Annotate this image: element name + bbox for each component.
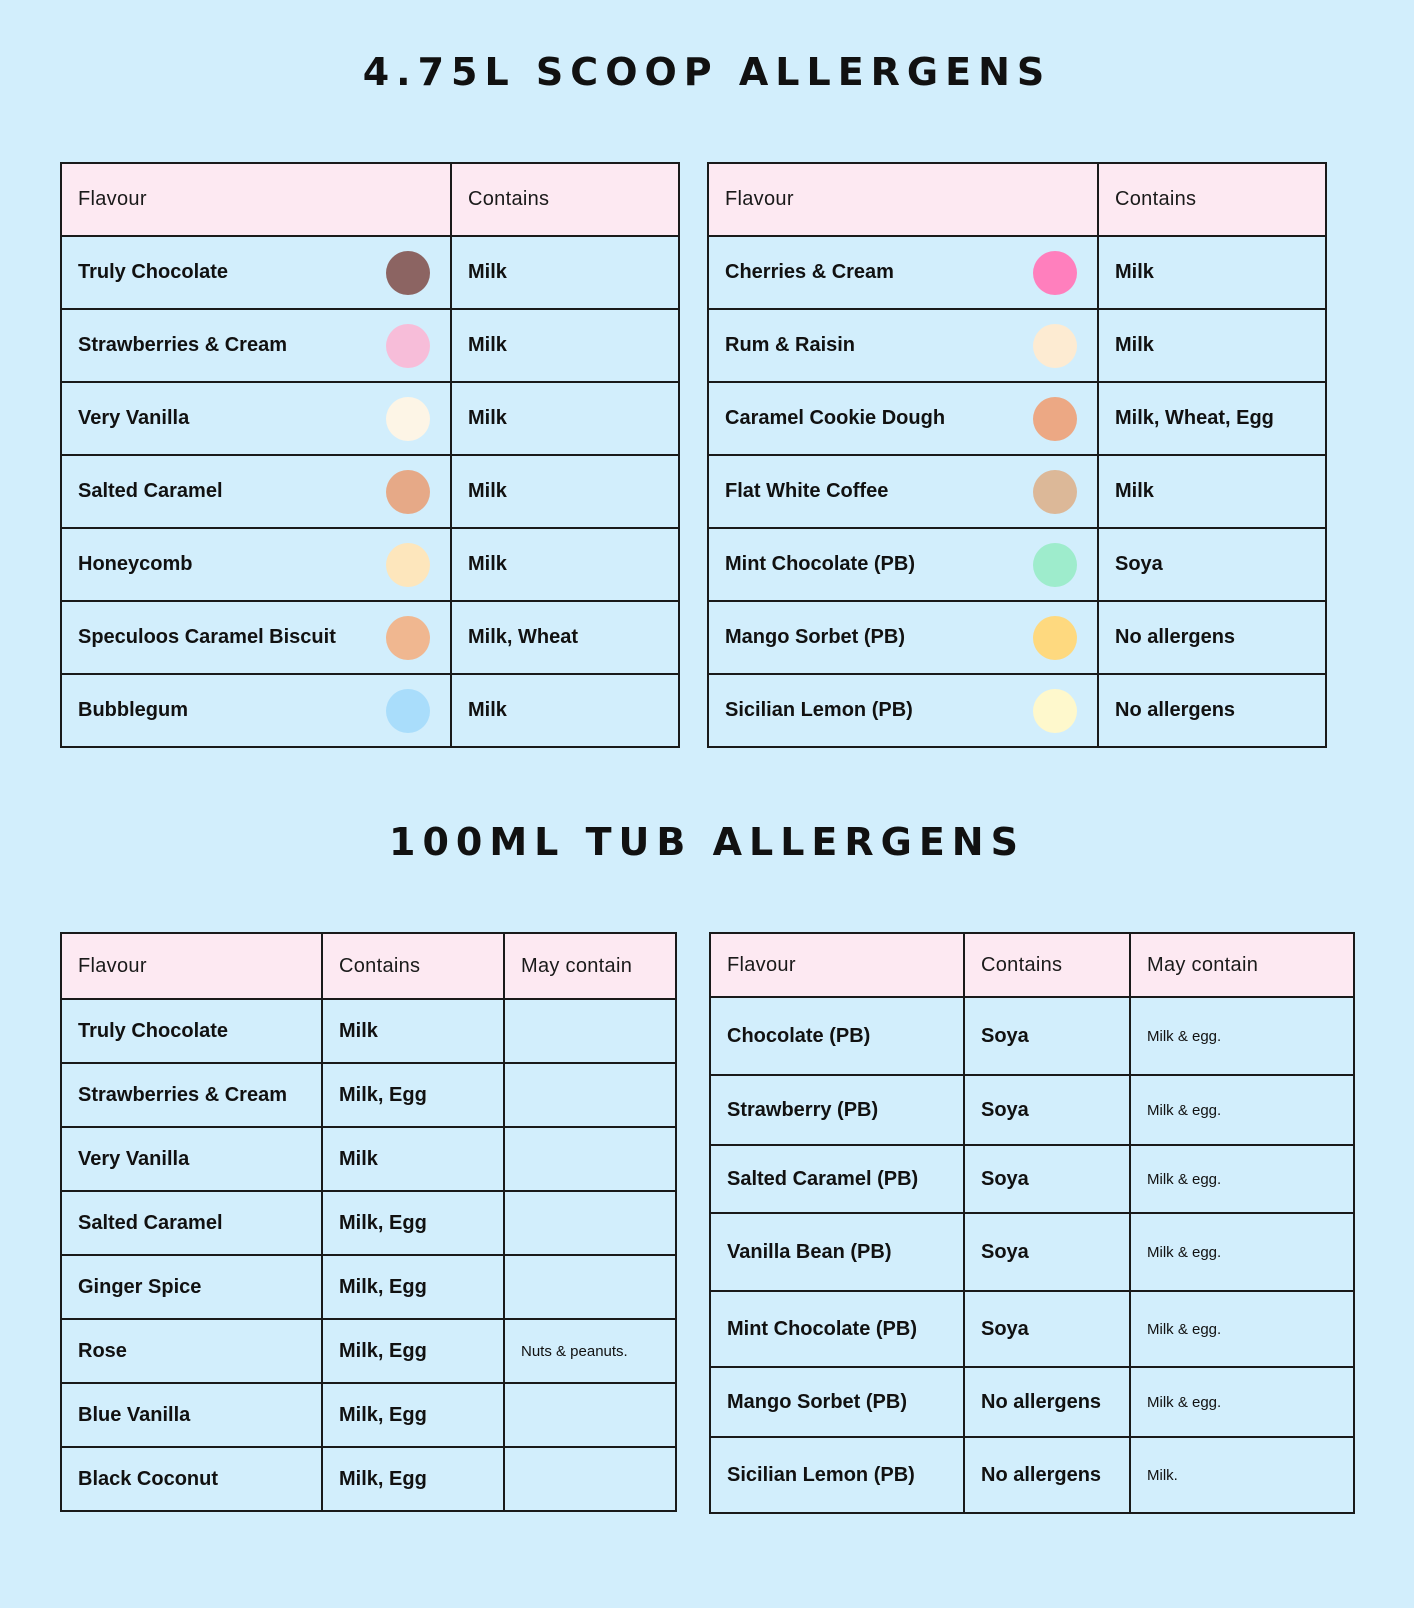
table-row: [61, 601, 679, 674]
may-contain-cell: [504, 999, 676, 1063]
table-header-row: [710, 933, 1354, 997]
flavour-name: Mint Chocolate (PB): [725, 553, 915, 575]
flavour-color-dot: [386, 324, 430, 368]
table-row: [61, 455, 679, 528]
flavour-color-dot: [1033, 397, 1077, 441]
flavour-cell: [708, 309, 1098, 382]
table-row: [61, 528, 679, 601]
contains-cell: Soya: [964, 1145, 1130, 1213]
flavour-name: Rum & Raisin: [725, 334, 856, 356]
table-row: [708, 601, 1326, 674]
contains-cell: Soya: [964, 997, 1130, 1075]
table-row: [710, 1291, 1354, 1367]
flavour-name: Cherries & Cream: [725, 261, 894, 283]
flavour-cell: [708, 382, 1098, 455]
table-row: [61, 1255, 676, 1319]
flavour-cell: [708, 601, 1098, 674]
flavour-cell: Mint Chocolate (PB): [710, 1291, 964, 1367]
table-row: [708, 382, 1326, 455]
table-row: [61, 1191, 676, 1255]
table-row: [61, 1383, 676, 1447]
may-contain-cell: Milk & egg.: [1130, 1367, 1354, 1437]
flavour-color-dot: [386, 397, 430, 441]
flavour-cell: Chocolate (PB): [710, 997, 964, 1075]
flavour-name: Caramel Cookie Dough: [725, 407, 946, 429]
flavour-cell: Very Vanilla: [61, 1127, 322, 1191]
header-may-contain: May contain: [504, 933, 676, 999]
contains-cell: Soya: [1098, 528, 1326, 601]
table-row: [61, 1319, 676, 1383]
flavour-cell: Salted Caramel (PB): [710, 1145, 964, 1213]
flavour-cell: [61, 382, 451, 455]
may-contain-cell: Milk.: [1130, 1437, 1354, 1513]
contains-cell: Soya: [964, 1291, 1130, 1367]
table-header-row: [61, 933, 676, 999]
table-header-row: [708, 163, 1326, 236]
flavour-color-dot: [386, 689, 430, 733]
flavour-cell: [61, 236, 451, 309]
may-contain-cell: Nuts & peanuts.: [504, 1319, 676, 1383]
table-row: [61, 674, 679, 747]
contains-cell: No allergens: [1098, 601, 1326, 674]
table-row: [708, 674, 1326, 747]
contains-cell: Milk: [451, 309, 679, 382]
table-row: [61, 309, 679, 382]
table-row: [710, 1213, 1354, 1291]
table-row: [710, 1367, 1354, 1437]
table-header-row: [61, 163, 679, 236]
contains-cell: Milk: [1098, 455, 1326, 528]
header-flavour: Flavour: [710, 933, 964, 997]
header-flavour: Flavour: [708, 163, 1098, 236]
flavour-cell: [708, 528, 1098, 601]
may-contain-cell: Milk & egg.: [1130, 1145, 1354, 1213]
flavour-cell: [708, 236, 1098, 309]
table-row: [61, 236, 679, 309]
flavour-cell: Strawberry (PB): [710, 1075, 964, 1145]
contains-cell: No allergens: [964, 1367, 1130, 1437]
header-contains: Contains: [1098, 163, 1326, 236]
flavour-cell: [61, 528, 451, 601]
tub-allergens-title: 100ML TUB ALLERGENS: [389, 820, 1025, 864]
flavour-name: Speculoos Caramel Biscuit: [78, 626, 336, 648]
flavour-cell: Truly Chocolate: [61, 999, 322, 1063]
flavour-name: Bubblegum: [78, 699, 188, 721]
flavour-name: Sicilian Lemon (PB): [725, 699, 913, 721]
flavour-cell: Mango Sorbet (PB): [710, 1367, 964, 1437]
table-row: [710, 1437, 1354, 1513]
table-row: [61, 1447, 676, 1511]
may-contain-cell: Milk & egg.: [1130, 997, 1354, 1075]
contains-cell: No allergens: [964, 1437, 1130, 1513]
contains-cell: Milk: [451, 455, 679, 528]
table-row: [708, 236, 1326, 309]
scoop-allergens-table-right: [707, 162, 1327, 748]
header-contains: Contains: [322, 933, 504, 999]
flavour-cell: Sicilian Lemon (PB): [710, 1437, 964, 1513]
may-contain-cell: Milk & egg.: [1130, 1213, 1354, 1291]
table-row: [61, 1127, 676, 1191]
flavour-cell: [708, 455, 1098, 528]
tub-allergens-table-left: [60, 932, 677, 1512]
header-flavour: Flavour: [61, 163, 451, 236]
may-contain-cell: Milk & egg.: [1130, 1291, 1354, 1367]
flavour-cell: Rose: [61, 1319, 322, 1383]
table-row: [710, 1075, 1354, 1145]
contains-cell: Milk: [451, 528, 679, 601]
contains-cell: Milk: [1098, 309, 1326, 382]
flavour-name: Salted Caramel: [78, 480, 223, 502]
flavour-color-dot: [1033, 543, 1077, 587]
table-row: [710, 997, 1354, 1075]
header-may-contain: May contain: [1130, 933, 1354, 997]
header-contains: Contains: [451, 163, 679, 236]
contains-cell: Milk: [322, 999, 504, 1063]
table-row: [61, 382, 679, 455]
flavour-cell: [61, 455, 451, 528]
contains-cell: Milk: [1098, 236, 1326, 309]
flavour-cell: Ginger Spice: [61, 1255, 322, 1319]
flavour-cell: [708, 674, 1098, 747]
contains-cell: Milk: [322, 1127, 504, 1191]
flavour-color-dot: [1033, 324, 1077, 368]
flavour-cell: Vanilla Bean (PB): [710, 1213, 964, 1291]
contains-cell: Milk, Wheat: [451, 601, 679, 674]
table-row: [61, 1063, 676, 1127]
table-row: [61, 999, 676, 1063]
may-contain-cell: [504, 1063, 676, 1127]
header-contains: Contains: [964, 933, 1130, 997]
flavour-cell: [61, 309, 451, 382]
table-row: [708, 309, 1326, 382]
may-contain-cell: [504, 1447, 676, 1511]
may-contain-cell: [504, 1383, 676, 1447]
contains-cell: No allergens: [1098, 674, 1326, 747]
contains-cell: Milk, Egg: [322, 1063, 504, 1127]
flavour-cell: Strawberries & Cream: [61, 1063, 322, 1127]
may-contain-cell: [504, 1255, 676, 1319]
tub-allergens-table-right: [709, 932, 1355, 1514]
scoop-allergens-title: 4.75L SCOOP ALLERGENS: [362, 50, 1052, 94]
flavour-cell: Blue Vanilla: [61, 1383, 322, 1447]
contains-cell: Milk: [451, 674, 679, 747]
scoop-allergens-table-left: [60, 162, 680, 748]
contains-cell: Milk, Egg: [322, 1255, 504, 1319]
contains-cell: Milk, Egg: [322, 1447, 504, 1511]
contains-cell: Milk: [451, 382, 679, 455]
contains-cell: Milk, Egg: [322, 1383, 504, 1447]
flavour-color-dot: [1033, 251, 1077, 295]
table-row: [710, 1145, 1354, 1213]
flavour-color-dot: [1033, 689, 1077, 733]
flavour-name: Flat White Coffee: [725, 480, 889, 502]
contains-cell: Soya: [964, 1075, 1130, 1145]
flavour-name: Strawberries & Cream: [78, 334, 287, 356]
flavour-cell: Black Coconut: [61, 1447, 322, 1511]
flavour-color-dot: [1033, 616, 1077, 660]
flavour-name: Truly Chocolate: [78, 261, 229, 283]
may-contain-cell: [504, 1127, 676, 1191]
flavour-color-dot: [386, 470, 430, 514]
flavour-color-dot: [386, 251, 430, 295]
flavour-cell: [61, 674, 451, 747]
header-flavour: Flavour: [61, 933, 322, 999]
table-row: [708, 528, 1326, 601]
table-row: [708, 455, 1326, 528]
flavour-name: Very Vanilla: [78, 407, 190, 429]
flavour-name: Mango Sorbet (PB): [725, 626, 905, 648]
may-contain-cell: Milk & egg.: [1130, 1075, 1354, 1145]
flavour-cell: Salted Caramel: [61, 1191, 322, 1255]
flavour-name: Honeycomb: [78, 553, 193, 575]
contains-cell: Milk: [451, 236, 679, 309]
contains-cell: Milk, Egg: [322, 1191, 504, 1255]
contains-cell: Milk, Wheat, Egg: [1098, 382, 1326, 455]
flavour-color-dot: [386, 616, 430, 660]
contains-cell: Soya: [964, 1213, 1130, 1291]
may-contain-cell: [504, 1191, 676, 1255]
contains-cell: Milk, Egg: [322, 1319, 504, 1383]
flavour-cell: [61, 601, 451, 674]
flavour-color-dot: [1033, 470, 1077, 514]
flavour-color-dot: [386, 543, 430, 587]
